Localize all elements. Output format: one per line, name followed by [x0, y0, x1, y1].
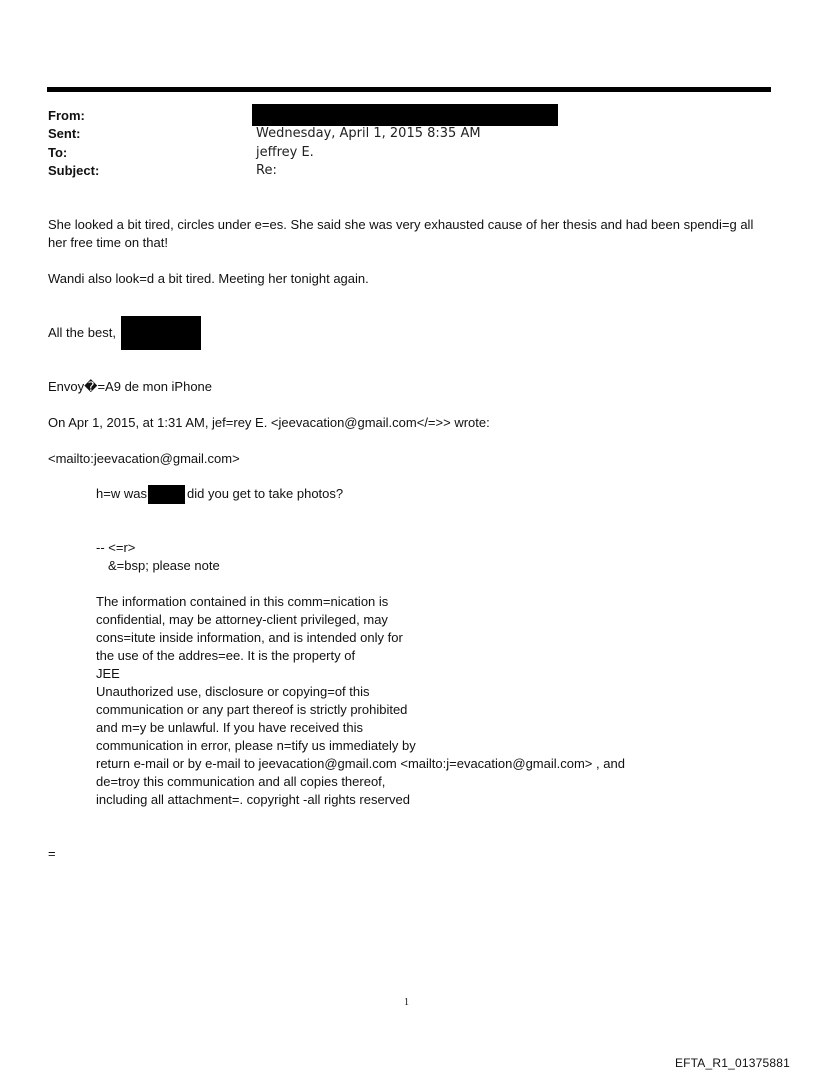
- signoff: All the best,: [48, 325, 116, 340]
- disclaimer-line: and m=y be unlawful. If you have received this: [96, 720, 364, 735]
- disclaimer-line: confidential, may be attorney-client privileged, may: [96, 612, 388, 627]
- body-line-3: Wandi also look=d a bit tired. Meeting her tonight again.: [48, 271, 369, 286]
- signature-dash: -- <=r>: [96, 540, 136, 555]
- to-value: jeffrey E.: [256, 145, 314, 160]
- subject-value: Re:: [256, 163, 277, 178]
- quoted-question-suffix: did you get to take photos?: [187, 486, 344, 501]
- disclaimer-line: return e-mail or by e-mail to jeevacation@gmail.com <mailto:j=evacation@gmail.com> , and: [96, 756, 625, 771]
- quoted-question-prefix: h=w was: [96, 486, 147, 501]
- disclaimer-line: Unauthorized use, disclosure or copying=of this: [96, 684, 370, 699]
- from-redaction: [252, 104, 558, 126]
- sent-value: Wednesday, April 1, 2015 8:35 AM: [256, 126, 481, 141]
- envoy-line: Envoy�=A9 de mon iPhone: [48, 379, 213, 394]
- disclaimer-line: communication or any part thereof is strictly prohibited: [96, 702, 408, 717]
- quote-header: On Apr 1, 2015, at 1:31 AM, jef=rey E. <jeevacation@gmail.com</=>> wrote:: [48, 415, 490, 430]
- disclaimer-line: JEE: [96, 666, 120, 681]
- document-id: EFTA_R1_01375881: [674, 1056, 790, 1070]
- page-number: 1: [404, 997, 409, 1008]
- disclaimer-line: de=troy this communication and all copies thereof,: [96, 774, 386, 789]
- name-redaction: [148, 485, 185, 504]
- signature-redaction: [121, 316, 201, 350]
- disclaimer-line: the use of the addres=ee. It is the property of: [96, 648, 356, 663]
- to-label: To:: [48, 145, 68, 160]
- disclaimer-line: including all attachment=. copyright -all rights reserved: [96, 792, 410, 807]
- body-line-2: her free time on that!: [48, 235, 168, 250]
- mailto-line: <mailto:jeevacation@gmail.com>: [48, 451, 240, 466]
- signature-note: &=bsp; please note: [108, 558, 220, 573]
- body-line-1: She looked a bit tired, circles under e=es. She said she was very exhausted cause of her thesis and had been spendi=g all: [48, 217, 754, 232]
- sent-label: Sent:: [48, 126, 81, 141]
- subject-label: Subject:: [48, 163, 100, 178]
- trailing-equals: =: [48, 846, 56, 861]
- disclaimer-line: communication in error, please n=tify us immediately by: [96, 738, 416, 753]
- disclaimer-line: cons=itute inside information, and is intended only for: [96, 630, 403, 645]
- header-rule: [47, 87, 771, 92]
- disclaimer-line: The information contained in this comm=nication is: [96, 594, 389, 609]
- from-label: From:: [48, 108, 85, 123]
